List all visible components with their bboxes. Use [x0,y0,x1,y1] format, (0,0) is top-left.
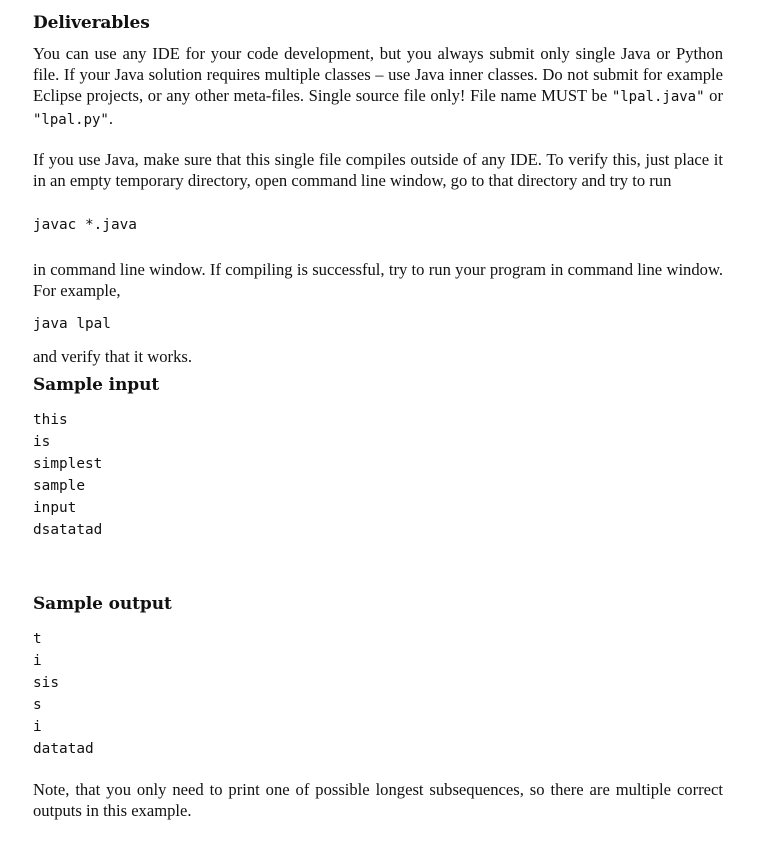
sample-output-line: s [33,697,42,713]
sample-output-block [33,628,94,760]
sample-input-line: sample [33,478,85,494]
python-filename: "lpal.py" [33,112,109,128]
sample-input-line: input [33,500,77,516]
sample-output-line: t [33,631,42,647]
deliverables-paragraph-3: in command line window. If compiling is successful, try to run your program in command line window. For example, [33,260,723,300]
deliverables-paragraph-2: If you use Java, make sure that this single file compiles outside of any IDE. To verify this, just place it in an empty temporary directory, open command line window, go to that directory and try to run [33,150,723,190]
deliverables-paragraph-1 [33,43,723,131]
run-command: java lpal [33,316,111,332]
sample-output-heading: Sample output [33,594,172,614]
note-paragraph: Note, that you only need to print one of possible longest subsequences, so there are multiple correct outputs in this example. [33,780,723,820]
deliverables-paragraph-4: and verify that it works. [33,347,192,366]
compile-command: javac *.java [33,217,137,233]
sample-input-line: dsatatad [33,522,103,538]
deliverables-paragraph-1-text: You can use any IDE for your code development, but you always submit only single Java or Python file. If your Java solution requires multiple classes – use Java inner classes. Do not submit for example Eclipse projects, or any other meta-files. Single source file only! File name MUST be [33,44,723,105]
sample-output-line: sis [33,675,59,691]
sample-output-line: datatad [33,741,94,757]
or-word: or [704,86,723,105]
sample-input-line: simplest [33,456,103,472]
sample-input-block [33,409,102,541]
sample-output-line: i [33,719,42,735]
sample-input-line: this [33,412,68,428]
sample-input-heading: Sample input [33,375,160,395]
sample-input-line: is [33,434,51,450]
java-filename: "lpal.java" [611,89,705,105]
sample-output-line: i [33,653,42,669]
deliverables-heading: Deliverables [33,13,150,33]
period: . [108,109,114,128]
